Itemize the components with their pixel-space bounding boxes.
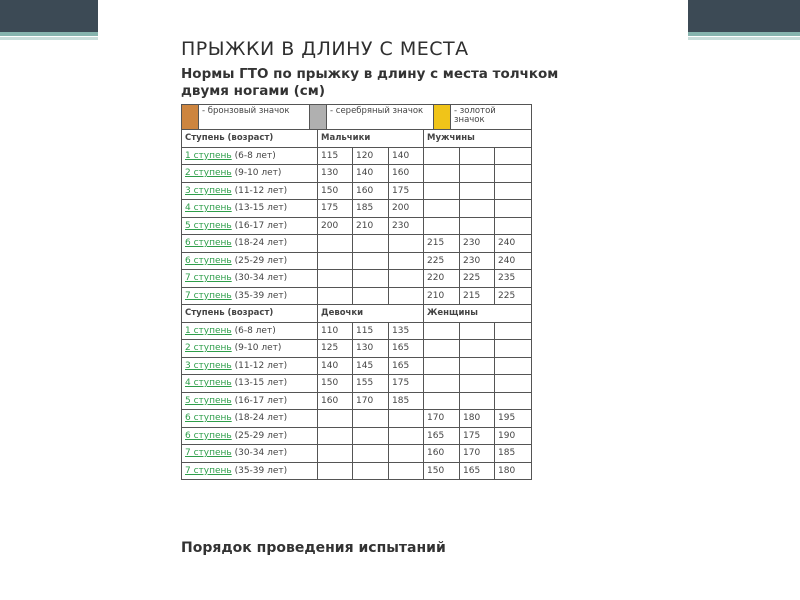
stage-link[interactable]: 2 ступень [185,343,232,354]
norm-value-cell: 175 [460,427,495,445]
page-title: ПРЫЖКИ В ДЛИНУ С МЕСТА [181,38,469,60]
norm-value-cell: 190 [495,427,532,445]
table-row [182,322,532,340]
norm-value-cell: 215 [424,235,460,253]
norm-value-cell: 110 [318,322,353,340]
norm-value-cell: 140 [318,357,353,375]
stage-cell [182,252,318,270]
norm-value-cell: 130 [318,165,353,183]
norm-value-cell: 195 [495,410,532,428]
norm-value-cell [318,445,353,463]
table-row [182,340,532,358]
table-row [182,375,532,393]
norm-value-cell: 240 [495,252,532,270]
bronze-swatch [182,105,199,129]
norm-value-cell: 185 [495,445,532,463]
table-row [182,165,532,183]
norm-value-cell: 175 [318,200,353,218]
norm-value-cell [495,200,532,218]
section-heading-test-procedure: Порядок проведения испытаний [181,540,446,556]
norm-value-cell: 235 [495,270,532,288]
norm-value-cell [353,287,389,305]
norm-value-cell [424,375,460,393]
group-header-youth: Девочки [318,305,424,323]
norm-value-cell: 175 [389,375,424,393]
norm-value-cell: 225 [424,252,460,270]
norm-value-cell [460,392,495,410]
norm-value-cell [460,200,495,218]
norm-value-cell: 160 [318,392,353,410]
stage-link[interactable]: 3 ступень [185,185,232,196]
norm-value-cell [495,165,532,183]
table-header-row [182,130,532,148]
legend-label-bronze: - бронзовый значок [199,105,310,129]
norm-value-cell: 155 [353,375,389,393]
table-row [182,200,532,218]
norm-value-cell [495,375,532,393]
norm-value-cell: 125 [318,340,353,358]
stage-cell [182,357,318,375]
group-header-adults: Мужчины [424,130,532,148]
norm-value-cell [424,217,460,235]
stage-cell [182,147,318,165]
norm-value-cell: 170 [424,410,460,428]
norm-value-cell [424,200,460,218]
silver-swatch [310,105,327,129]
stage-link[interactable]: 4 ступень [185,203,232,214]
stage-link[interactable]: 5 ступень [185,220,232,231]
age-range: (35-39 лет) [234,290,288,301]
norm-value-cell: 170 [460,445,495,463]
norm-value-cell: 225 [495,287,532,305]
stage-cell [182,165,318,183]
norm-value-cell: 230 [460,235,495,253]
norm-value-cell [424,182,460,200]
group-header-youth: Мальчики [318,130,424,148]
norm-value-cell: 150 [318,182,353,200]
norm-value-cell [353,235,389,253]
norm-value-cell: 135 [389,322,424,340]
gold-swatch [434,105,451,129]
norm-value-cell [389,235,424,253]
age-range: (6-8 лет) [234,325,276,336]
norm-value-cell [353,462,389,480]
table-row [182,252,532,270]
norm-value-cell [424,147,460,165]
table-row [182,270,532,288]
age-range: (9-10 лет) [234,168,282,179]
norm-value-cell: 165 [389,357,424,375]
norm-value-cell: 150 [424,462,460,480]
norm-value-cell: 225 [460,270,495,288]
norm-value-cell [495,392,532,410]
table-row [182,235,532,253]
table-row [182,392,532,410]
norm-value-cell: 180 [460,410,495,428]
norm-value-cell: 210 [353,217,389,235]
table-row [182,445,532,463]
norm-value-cell: 170 [353,392,389,410]
norm-value-cell: 185 [353,200,389,218]
stage-column-header: Ступень (возраст) [182,130,318,148]
age-range: (16-17 лет) [234,220,288,231]
norm-value-cell [424,322,460,340]
legend-row [182,105,532,130]
table-row [182,410,532,428]
norm-value-cell [495,340,532,358]
norm-value-cell [353,252,389,270]
norm-value-cell: 160 [424,445,460,463]
norm-value-cell: 165 [389,340,424,358]
norm-value-cell: 185 [389,392,424,410]
legend-label-gold: - золотой значок [454,106,496,125]
stage-link[interactable]: 7 ступень [185,448,232,459]
norm-value-cell [460,182,495,200]
stage-cell [182,375,318,393]
stage-link[interactable]: 6 ступень [185,238,232,249]
stage-link[interactable]: 1 ступень [185,150,232,161]
norm-value-cell [389,427,424,445]
norm-value-cell [424,392,460,410]
norm-value-cell [460,322,495,340]
norm-value-cell: 140 [389,147,424,165]
norm-value-cell [460,165,495,183]
stage-cell [182,182,318,200]
norm-value-cell [318,252,353,270]
group-header-adults: Женщины [424,305,532,323]
norm-value-cell: 180 [495,462,532,480]
table-row [182,357,532,375]
age-range: (18-24 лет) [234,238,288,249]
stage-link[interactable]: 7 ступень [185,273,232,284]
norm-value-cell [389,445,424,463]
norm-value-cell: 160 [353,182,389,200]
norm-value-cell: 215 [460,287,495,305]
table-row [182,427,532,445]
norm-value-cell: 120 [353,147,389,165]
slide-decor-stripe-left [0,32,98,36]
norm-value-cell: 115 [353,322,389,340]
table-caption: Нормы ГТО по прыжку в длину с места толчком двумя ногами (см) [181,66,559,99]
stage-link[interactable]: 1 ступень [185,325,232,336]
stage-cell [182,235,318,253]
stage-cell [182,287,318,305]
slide-decor-bar-left [0,0,98,32]
age-range: (35-39 лет) [234,465,288,476]
slide-decor-stripe-left-light [0,37,98,40]
norm-value-cell: 160 [389,165,424,183]
table-row [182,182,532,200]
age-range: (25-29 лет) [234,255,288,266]
stage-link[interactable]: 7 ступень [185,290,232,301]
norm-value-cell: 130 [353,340,389,358]
norm-value-cell [353,410,389,428]
stage-cell [182,340,318,358]
age-range: (30-34 лет) [234,273,288,284]
norm-value-cell [389,270,424,288]
age-range: (13-15 лет) [234,378,288,389]
norm-value-cell [424,340,460,358]
norm-value-cell [318,410,353,428]
norm-value-cell [460,340,495,358]
norm-value-cell [318,270,353,288]
stage-link[interactable]: 5 ступень [185,395,232,406]
stage-cell [182,462,318,480]
stage-link[interactable]: 6 ступень [185,413,232,424]
legend-label-silver: - серебряный значок [327,105,434,129]
stage-link[interactable]: 3 ступень [185,360,232,371]
norm-value-cell [318,287,353,305]
table-row [182,147,532,165]
norm-value-cell: 200 [389,200,424,218]
age-range: (9-10 лет) [234,343,282,354]
norm-value-cell [318,462,353,480]
stage-link[interactable]: 6 ступень [185,430,232,441]
age-range: (18-24 лет) [234,413,288,424]
norm-value-cell: 220 [424,270,460,288]
norm-value-cell [318,235,353,253]
age-range: (6-8 лет) [234,150,276,161]
norm-value-cell [460,217,495,235]
norm-value-cell: 150 [318,375,353,393]
norm-value-cell: 115 [318,147,353,165]
norm-value-cell [389,410,424,428]
stage-cell [182,392,318,410]
norm-value-cell [495,147,532,165]
norm-value-cell: 230 [389,217,424,235]
norm-value-cell: 165 [424,427,460,445]
slide-decor-stripe-right-light [688,37,800,40]
norm-value-cell: 175 [389,182,424,200]
age-range: (13-15 лет) [234,203,288,214]
stage-cell [182,217,318,235]
norm-value-cell [460,375,495,393]
norm-value-cell [353,270,389,288]
stage-cell [182,270,318,288]
norm-value-cell: 140 [353,165,389,183]
stage-column-header: Ступень (возраст) [182,305,318,323]
stage-cell [182,445,318,463]
age-range: (30-34 лет) [234,448,288,459]
norm-value-cell [460,357,495,375]
stage-cell [182,427,318,445]
norm-value-cell [495,217,532,235]
gto-norms-table [181,104,532,480]
table-header-row [182,305,532,323]
norm-value-cell [495,357,532,375]
norm-value-cell [389,462,424,480]
age-range: (11-12 лет) [234,185,288,196]
norm-value-cell: 210 [424,287,460,305]
stage-link[interactable]: 4 ступень [185,378,232,389]
norm-value-cell [389,287,424,305]
norm-value-cell [495,322,532,340]
table-row [182,462,532,480]
norm-value-cell: 165 [460,462,495,480]
stage-cell [182,322,318,340]
norm-value-cell [424,357,460,375]
table-row [182,287,532,305]
stage-link[interactable]: 6 ступень [185,255,232,266]
norm-value-cell [353,427,389,445]
norm-value-cell [318,427,353,445]
stage-cell [182,200,318,218]
age-range: (11-12 лет) [234,360,288,371]
slide-decor-bar-right [688,0,800,32]
norm-value-cell [424,165,460,183]
norm-value-cell: 145 [353,357,389,375]
norm-value-cell [495,182,532,200]
table-row [182,217,532,235]
slide-decor-stripe-right [688,32,800,36]
norm-value-cell [389,252,424,270]
norm-value-cell [460,147,495,165]
stage-link[interactable]: 7 ступень [185,465,232,476]
norm-value-cell: 240 [495,235,532,253]
norm-value-cell [353,445,389,463]
age-range: (25-29 лет) [234,430,288,441]
stage-cell [182,410,318,428]
stage-link[interactable]: 2 ступень [185,168,232,179]
norm-value-cell: 230 [460,252,495,270]
age-range: (16-17 лет) [234,395,288,406]
norm-value-cell: 200 [318,217,353,235]
legend [182,105,531,129]
